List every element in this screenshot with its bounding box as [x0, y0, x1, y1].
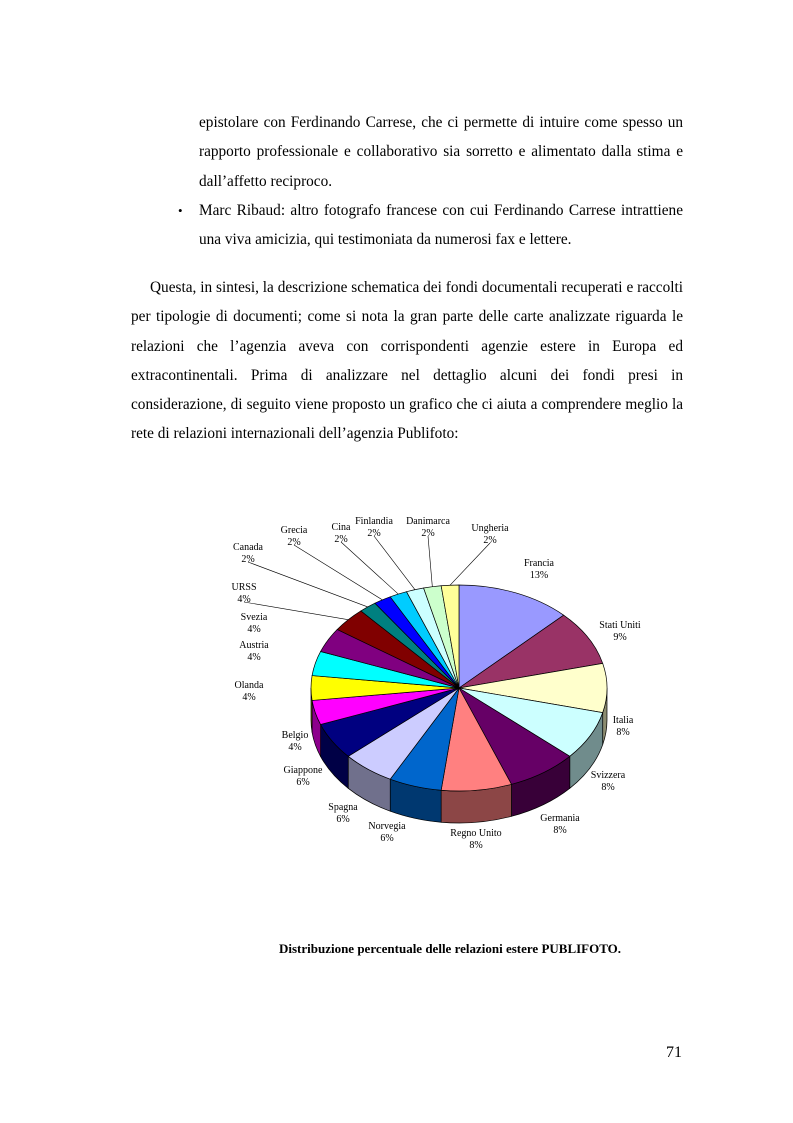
paragraph-main: Questa, in sintesi, la descrizione schematica dei fondi documentali recuperati e raccolti per tipologie di documenti; come si nota la gran parte delle carte analizzate riguarda le relazioni che l’agenzia aveva con corrispondenti agenzie estere in Europa ed extracontinentali. Prima di analizzare nel dettaglio alcuni dei fondi presi in considerazione, di seguito viene proposto un grafico che ci aiuta a comprendere meglio la rete di relazioni internazionali dell’agenzia Publifoto:	[131, 279, 683, 443]
slice-value-regno-unito: 8%	[469, 840, 483, 851]
slice-value-canada: 2%	[241, 554, 255, 565]
slice-value-cina: 2%	[334, 534, 348, 545]
slice-value-olanda: 4%	[242, 692, 256, 703]
slice-label-urss: URSS	[231, 582, 257, 593]
slice-label-canada: Canada	[233, 542, 263, 553]
slice-label-olanda: Olanda	[234, 680, 264, 691]
slice-label-belgio: Belgio	[281, 730, 309, 741]
slice-value-stati-uniti: 9%	[613, 632, 627, 643]
slice-label-svezia: Svezia	[240, 612, 268, 623]
slice-value-svizzera: 8%	[601, 782, 615, 793]
paragraph-continuation: epistolare con Ferdinando Carrese, che ci permette di intuire come spesso un rapporto professionale e collaborativo sia sorretto e alimentato dalla stima e dall’affetto reciproco.	[199, 114, 683, 190]
slice-label-ungheria: Ungheria	[471, 523, 509, 534]
slice-label-giappone: Giappone	[283, 765, 323, 776]
bullet-marker: •	[178, 203, 183, 218]
leader-line-danimarca	[428, 536, 432, 587]
leader-line-cina	[341, 542, 398, 594]
leader-line-ungheria	[450, 543, 490, 585]
bullet-item-marc-ribaud: Marc Ribaud: altro fotografo francese con cui Ferdinando Carrese intrattiene una viva amicizia, qui testimoniata da numerosi fax e lettere.	[199, 202, 683, 249]
slice-value-giappone: 6%	[296, 777, 310, 788]
slice-value-italia: 8%	[616, 727, 630, 738]
slice-label-spagna: Spagna	[328, 802, 358, 813]
slice-value-finlandia: 2%	[367, 528, 381, 539]
chart-caption: Distribuzione percentuale delle relazioni estere PUBLIFOTO.	[278, 941, 622, 956]
slice-label-danimarca: Danimarca	[406, 516, 450, 527]
slice-value-spagna: 6%	[336, 814, 350, 825]
slice-value-ungheria: 2%	[483, 535, 497, 546]
slice-label-norvegia: Norvegia	[368, 821, 406, 832]
page-number: 71	[666, 1044, 682, 1061]
slice-value-belgio: 4%	[288, 742, 302, 753]
slice-label-cina: Cina	[331, 522, 351, 533]
slice-value-germania: 8%	[553, 825, 567, 836]
slice-label-stati-uniti: Stati Uniti	[599, 620, 641, 631]
pie-chart-svg	[180, 490, 700, 870]
slice-value-danimarca: 2%	[421, 528, 435, 539]
slice-value-svezia: 4%	[247, 624, 261, 635]
slice-label-austria: Austria	[239, 640, 269, 651]
slice-label-italia: Italia	[612, 715, 634, 726]
pie-slices	[311, 585, 607, 791]
slice-value-austria: 4%	[247, 652, 261, 663]
leader-line-grecia	[294, 545, 382, 600]
pie-chart	[180, 490, 700, 870]
slice-value-francia: 13%	[529, 570, 549, 581]
slice-value-grecia: 2%	[287, 537, 301, 548]
slice-label-francia: Francia	[524, 558, 554, 569]
slice-label-finlandia: Finlandia	[355, 516, 393, 527]
slice-label-svizzera: Svizzera	[590, 770, 626, 781]
slice-label-grecia: Grecia	[280, 525, 308, 536]
slice-value-urss: 4%	[237, 594, 251, 605]
slice-label-germania: Germania	[540, 813, 580, 824]
leader-line-canada	[248, 562, 368, 607]
slice-label-regno-unito: Regno Unito	[450, 828, 502, 839]
leader-line-finlandia	[374, 536, 415, 590]
slice-value-norvegia: 6%	[380, 833, 394, 844]
